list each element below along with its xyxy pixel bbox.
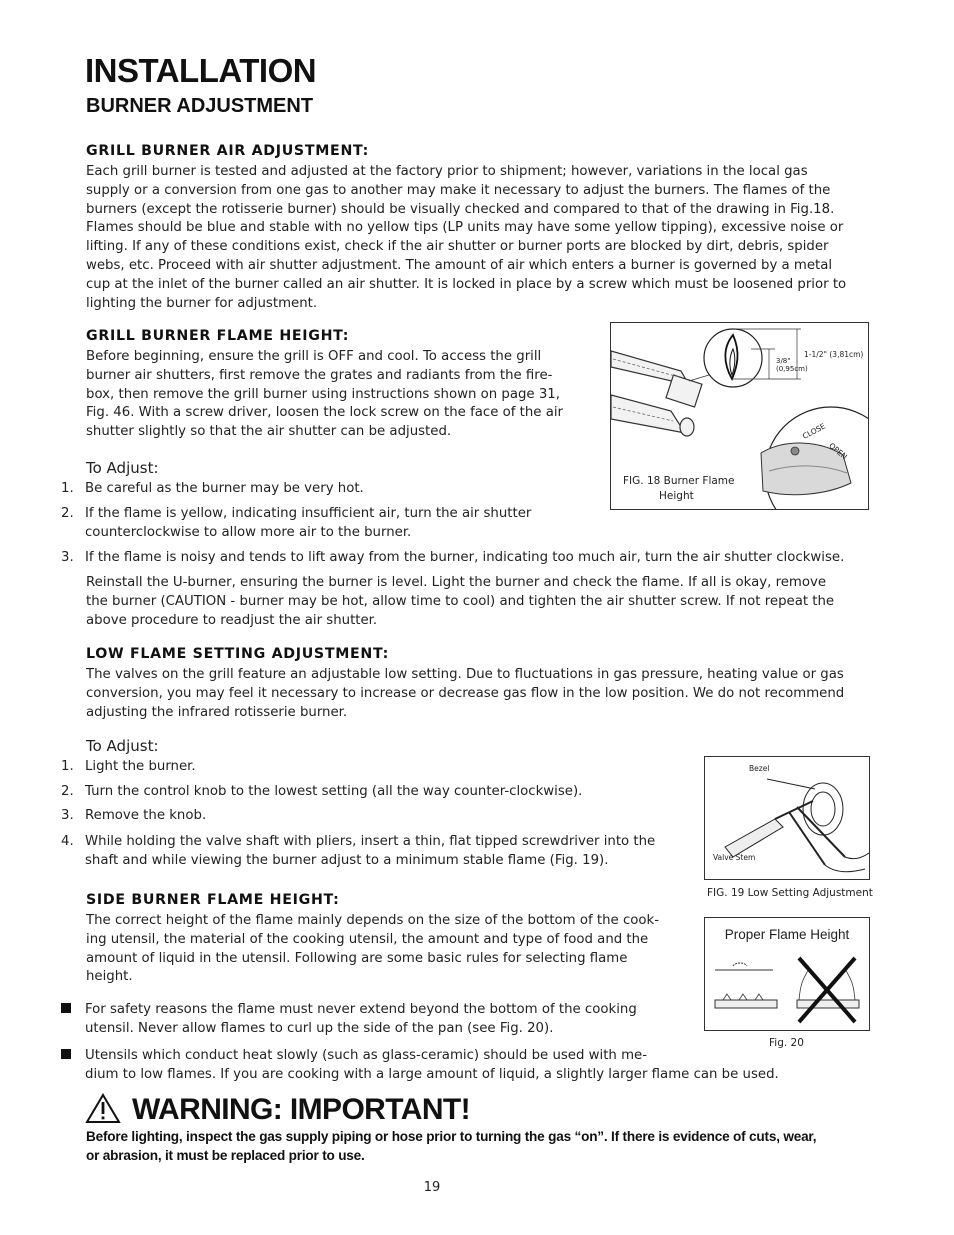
text-line: Before lighting, inspect the gas supply piping or hose prior to turning the gas “on”. If there is evidence of cuts, wear,: [86, 1129, 817, 1144]
text-line: Reinstall the U-burner, ensuring the burner is level. Light the burner and check the flame. If all is okay, remove: [86, 575, 827, 590]
list-item: [61, 479, 581, 498]
air-adjustment-heading: GRILL BURNER AIR ADJUSTMENT:: [86, 143, 369, 159]
close-label: CLOSE: [801, 421, 827, 441]
burner-inlet: [680, 418, 694, 436]
text-line: amount of liquid in the utensil. Following are some basic rules for selecting flame: [86, 950, 628, 966]
pliers-icon: [789, 807, 845, 865]
page-number: 19: [423, 1180, 441, 1195]
fig20-proper-flame-illustration: [704, 917, 870, 1031]
page-title: INSTALLATION: [85, 52, 317, 89]
list-item: [61, 782, 681, 801]
side-burner-body: [86, 912, 686, 987]
list-text: Remove the knob.: [85, 808, 207, 823]
list-item: [61, 548, 891, 567]
text-line: Each grill burner is tested and adjusted at the factory prior to shipment; however, variations in the local gas: [86, 164, 808, 179]
fig18-caption: [623, 474, 735, 504]
lock-screw: [791, 447, 799, 455]
text-line: Fig. 46. With a screw driver, loosen the lock screw on the face of the air: [86, 405, 564, 421]
list-number: 2.: [61, 784, 74, 799]
warning-triangle-icon: [85, 1093, 121, 1124]
burner-correct: [715, 1000, 777, 1008]
bezel: [803, 783, 843, 835]
list-text: If the flame is noisy and tends to lift away from the burner, indicating too much air, turn the air shutter clockwise.: [85, 550, 845, 565]
reinstall-body: [86, 574, 886, 630]
incorrect-x-icon: [799, 958, 855, 1022]
dimension-small: [776, 357, 808, 373]
valve-stem-label: Valve Stem: [713, 853, 756, 862]
bullet-text: Utensils which conduct heat slowly (such as glass-ceramic) should be used with me-: [85, 1048, 648, 1063]
text-line: webs, etc. Proceed with air shutter adjustment. The amount of air which enters a burner is governed by a metal: [86, 257, 833, 273]
list-item: [61, 806, 681, 825]
text-line: The valves on the grill feature an adjustable low setting. Due to fluctuations in gas pressure, heating value or gas: [86, 667, 844, 682]
text-line: Before beginning, ensure the grill is OFF and cool. To access the grill: [86, 349, 542, 364]
side-burner-heading: SIDE BURNER FLAME HEIGHT:: [86, 892, 340, 908]
dimension-small-line: (0,95cm): [776, 365, 808, 373]
text-line: above procedure to readjust the air shutter.: [86, 612, 378, 628]
text-line: supply or a conversion from one gas to another may make it necessary to adjust the burners. The flames of the: [86, 182, 831, 198]
screwdriver-icon: [725, 819, 783, 857]
caption-line: FIG. 18 Burner Flame: [623, 475, 735, 487]
list-number: 3.: [61, 808, 74, 823]
text-line: ing utensil, the material of the cooking utensil, the amount and type of food and the: [86, 931, 649, 947]
text-line: lighting the burner for adjustment.: [86, 295, 318, 311]
to-adjust-label: To Adjust:: [86, 737, 159, 755]
list-number: 3.: [61, 550, 74, 565]
text-line: burner air shutters, first remove the grates and radiants from the fire-: [86, 367, 553, 383]
fig19-low-setting-illustration: [704, 756, 870, 880]
air-adjustment-body: [86, 163, 886, 313]
text-line: shutter slightly so that the air shutter can be adjusted.: [86, 424, 452, 440]
list-number: 1.: [61, 481, 74, 496]
text-line: or abrasion, it must be replaced prior to use.: [86, 1148, 365, 1163]
text-line: adjusting the infrared rotisserie burner.: [86, 704, 348, 720]
fig20-title: Proper Flame Height: [724, 927, 850, 942]
fig20-caption: Fig. 20: [769, 1037, 804, 1049]
page-subtitle: BURNER ADJUSTMENT: [86, 95, 314, 117]
text-line: box, then remove the grill burner using instructions shown on page 31,: [86, 386, 560, 402]
bullet-item: [61, 1000, 701, 1038]
text-line: burners (except the rotisserie burner) should be visually checked and compared to that of the drawing in Fig.18.: [86, 201, 835, 217]
fig19-caption: FIG. 19 Low Setting Adjustment: [707, 887, 873, 899]
bullet-square-icon: [61, 1003, 71, 1013]
text-line: lifting. If any of these conditions exist, check if the air shutter or burner ports are blocked by dirt, debris, spider: [86, 239, 829, 255]
text-line: conversion, you may feel it necessary to increase or decrease gas flow in the low position. We do not recommend: [86, 685, 845, 701]
warning-title: WARNING: IMPORTANT!: [132, 1093, 470, 1126]
list-text: If the flame is yellow, indicating insufficient air, turn the air shutter: [85, 506, 532, 521]
low-flame-body: [86, 666, 886, 722]
list-item: [61, 504, 581, 542]
list-text: shaft and while viewing the burner adjust to a minimum stable flame (Fig. 19).: [85, 853, 609, 868]
burner-incorrect: [797, 1000, 859, 1008]
list-text: counterclockwise to allow more air to the burner.: [85, 525, 412, 540]
open-label: OPEN: [827, 441, 849, 462]
bezel-label: Bezel: [749, 764, 770, 773]
fig18-burner-flame-illustration: [610, 322, 869, 510]
to-adjust-label: To Adjust:: [86, 459, 159, 477]
list-text: While holding the valve shaft with pliers, insert a thin, flat tipped screwdriver into the: [85, 834, 656, 849]
bullet-square-icon: [61, 1049, 71, 1059]
bullet-text: dium to low flames. If you are cooking with a large amount of liquid, a slightly larger flame can be used.: [85, 1067, 779, 1082]
bullet-text: For safety reasons the flame must never extend beyond the bottom of the cooking: [85, 1002, 637, 1017]
text-line: Flames should be blue and stable with no yellow tips (LP units may have some yellow tipping), excessive noise or: [86, 220, 844, 236]
dimension-large: 1-1/2" (3,81cm): [804, 350, 864, 359]
list-number: 1.: [61, 759, 74, 774]
dimension-small-line: 3/8": [776, 357, 791, 365]
list-number: 2.: [61, 506, 74, 521]
list-item: [61, 832, 681, 870]
text-line: height.: [86, 969, 133, 985]
text-line: cup at the inlet of the burner called an air shutter. It is locked in place by a screw which must be loosened prior to: [86, 276, 847, 292]
list-text: Be careful as the burner may be very hot.: [85, 481, 364, 496]
burner-bracket: [666, 375, 702, 407]
text-line: The correct height of the flame mainly depends on the size of the bottom of the cook-: [86, 913, 660, 928]
bullet-text: utensil. Never allow flames to curl up the side of the pan (see Fig. 20).: [85, 1021, 554, 1036]
text-line: the burner (CAUTION - burner may be hot, allow time to cool) and tighten the air shutter screw. If not repeat the: [86, 593, 835, 609]
low-flame-heading: LOW FLAME SETTING ADJUSTMENT:: [86, 646, 389, 662]
list-item: [61, 757, 681, 776]
caption-line: Height: [659, 490, 694, 502]
list-number: 4.: [61, 834, 74, 849]
flame-height-heading: GRILL BURNER FLAME HEIGHT:: [86, 328, 350, 344]
list-text: Turn the control knob to the lowest setting (all the way counter-clockwise).: [85, 784, 583, 799]
flame-height-body: [86, 348, 596, 442]
list-text: Light the burner.: [85, 759, 196, 774]
bullet-item: [61, 1046, 891, 1084]
warning-body: [86, 1127, 896, 1165]
